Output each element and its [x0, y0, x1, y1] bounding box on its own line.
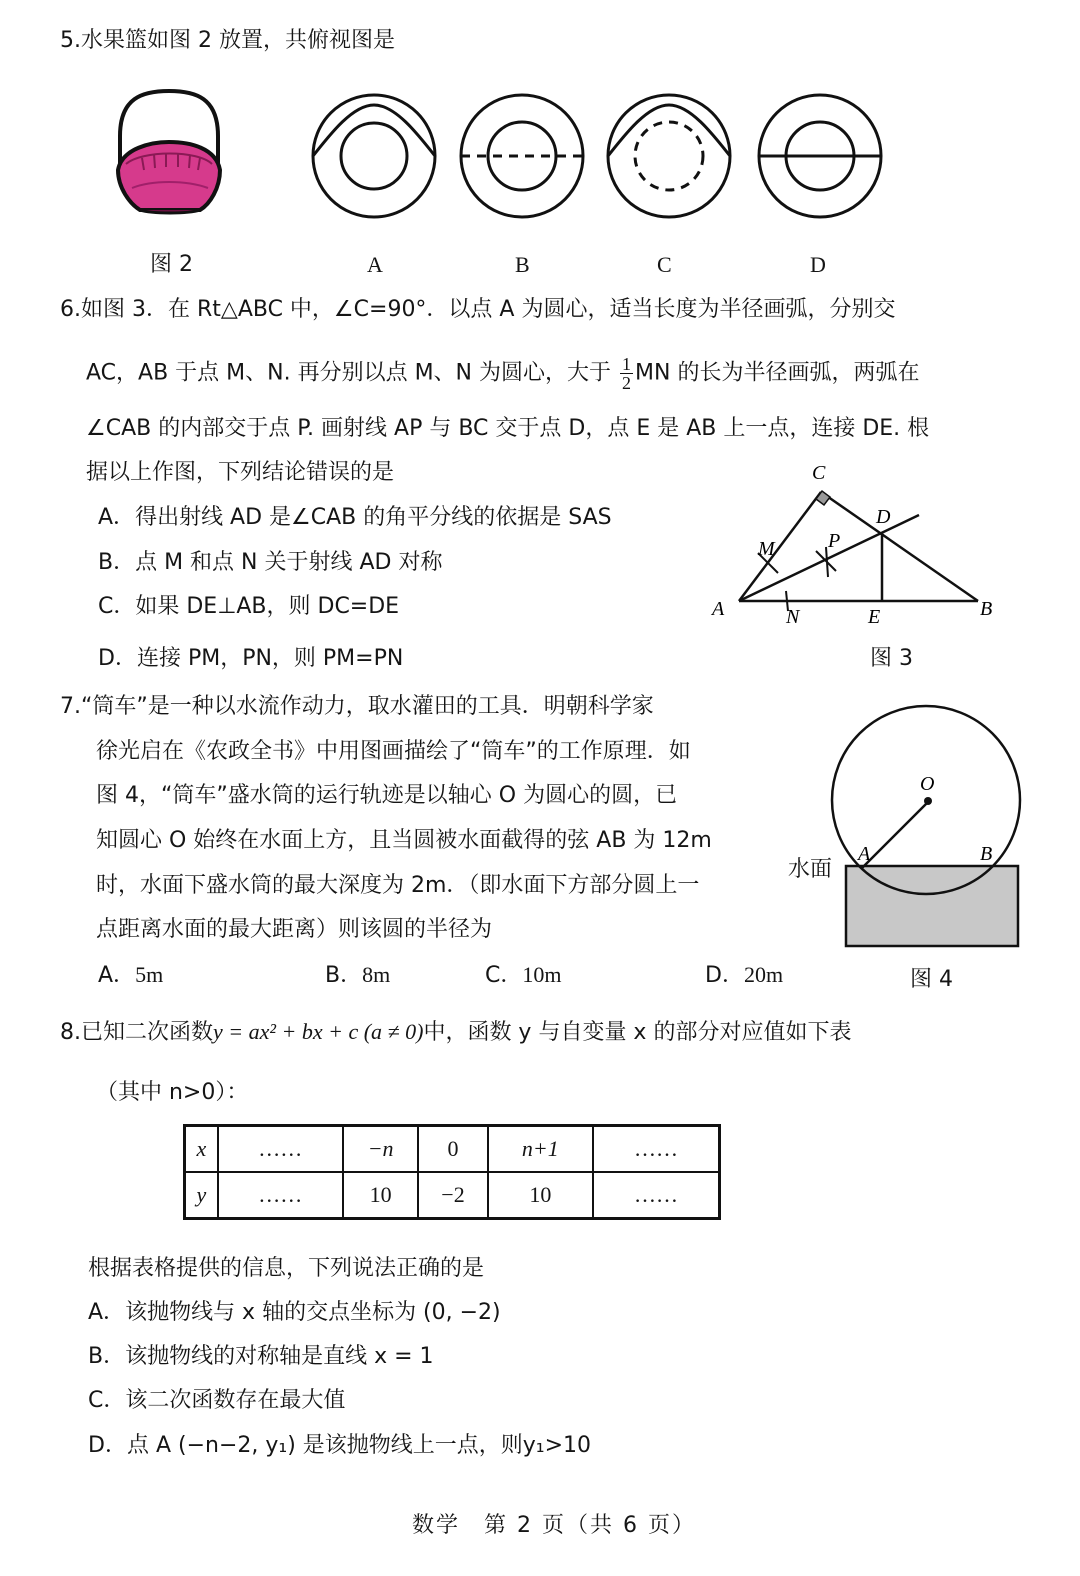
- figure-3-caption: 图 3: [870, 646, 913, 671]
- point-d-label: D: [876, 506, 891, 528]
- q6-option-c: C．如果 DE⊥AB，则 DC=DE: [98, 594, 400, 619]
- point-b-label: B: [980, 598, 993, 620]
- figure-2-caption: 图 2: [150, 252, 193, 277]
- point-c-label: C: [812, 462, 826, 484]
- page-footer: 数学 第 2 页（共 6 页）: [412, 1513, 696, 1538]
- point-m-label: M: [758, 538, 775, 560]
- q7-number: 7.: [60, 694, 81, 719]
- q6-line3: ∠CAB 的内部交于点 P. 画射线 AP 与 BC 交于点 D，点 E 是 AB 上一点，连接 DE. 根: [86, 416, 930, 441]
- q7-line3: 图 4，“筒车”盛水筒的运行轨迹是以轴心 O 为圆心的圆，已: [96, 783, 678, 808]
- basket-figure: [112, 88, 232, 218]
- figure-3-triangle: [700, 455, 1020, 675]
- q8-number: 8.: [60, 1020, 81, 1045]
- q8-option-b: B．该抛物线的对称轴是直线 x = 1: [88, 1344, 434, 1369]
- point-n-label: N: [786, 606, 800, 628]
- table-row-x: x …… −n 0 n+1 ……: [185, 1126, 720, 1173]
- point-o-label: O: [920, 773, 935, 795]
- figure-4-caption: 图 4: [910, 967, 953, 992]
- q7-line5: 时，水面下盛水筒的最大深度为 2m．（即水面下方部分圆上一: [96, 873, 700, 898]
- q8-prompt: 根据表格提供的信息，下列说法正确的是: [88, 1256, 485, 1281]
- quadratic-formula: y = ax² + bx + c (a ≠ 0): [213, 1019, 424, 1044]
- q7-option-b: B．8m: [325, 962, 391, 988]
- q5-option-b-label: B: [515, 252, 530, 277]
- point-a-label: A: [712, 598, 725, 620]
- q8-option-c: C．该二次函数存在最大值: [88, 1388, 346, 1413]
- q6-line4: 据以上作图，下列结论错误的是: [86, 460, 395, 485]
- q7-line6: 点距离水面的最大距离）则该圆的半径为: [96, 917, 493, 942]
- q5-option-c-figure: [606, 93, 732, 219]
- table-row-y: y …… 10 −2 10 ……: [185, 1172, 720, 1219]
- q7-line1: 7.“筒车”是一种以水流作动力，取水灌田的工具．明朝科学家: [60, 694, 654, 719]
- q5-option-d-figure: [757, 93, 883, 219]
- q5-number: 5.: [60, 28, 81, 53]
- point-p-label: P: [828, 530, 841, 552]
- q5-text: 水果篮如图 2 放置，共俯视图是: [81, 28, 395, 53]
- water-surface-label: 水面: [788, 857, 833, 882]
- q5-stem: [60, 26, 395, 56]
- q7-option-c: C．10m: [485, 962, 562, 988]
- q7-line2: 徐光启在《农政全书》中用图画描绘了“筒车”的工作原理．如: [96, 739, 691, 764]
- q5-option-d-label: D: [810, 252, 826, 277]
- point-a-label: A: [858, 843, 871, 865]
- q6-number: 6.: [60, 297, 81, 322]
- q6-line1: 6.如图 3．在 Rt△ABC 中，∠C=90°．以点 A 为圆心，适当长度为半径画弧，分别交: [60, 297, 896, 322]
- q5-option-c-label: C: [657, 252, 672, 277]
- q8-option-d: D．点 A (−n−2, y₁) 是该抛物线上一点，则y₁>10: [88, 1433, 592, 1458]
- fraction-one-half: $\frac{1}{2}$: [622, 354, 632, 393]
- q5-option-a-label: A: [367, 252, 383, 277]
- q8-condition: （其中 n>0）：: [96, 1080, 249, 1105]
- q6-option-d: D．连接 PM，PN，则 PM=PN: [98, 646, 404, 671]
- value-table: [183, 1124, 721, 1220]
- q6-option-a: A．得出射线 AD 是∠CAB 的角平分线的依据是 SAS: [98, 505, 612, 530]
- q6-line2: AC，AB 于点 M、N. 再分别以点 M、N 为圆心，大于 $\frac{1}{2}$ MN 的长为半径画弧，两弧在: [86, 354, 920, 393]
- q5-option-a-figure: [311, 93, 437, 219]
- q8-stem: 8.已知二次函数y = ax² + bx + c (a ≠ 0)中，函数 y 与自变量 x 的部分对应值如下表: [60, 1019, 852, 1045]
- q7-option-d: D．20m: [705, 962, 784, 988]
- point-e-label: E: [868, 606, 881, 628]
- q7-option-a: A．5m: [98, 962, 164, 988]
- q8-option-a: A．该抛物线与 x 轴的交点坐标为 (0, −2): [88, 1300, 501, 1325]
- q5-option-b-figure: [459, 93, 585, 219]
- q7-line4: 知圆心 O 始终在水面上方，且当圆被水面截得的弦 AB 为 12m: [96, 828, 712, 853]
- q6-option-b: B．点 M 和点 N 关于射线 AD 对称: [98, 550, 443, 575]
- figure-4-water-wheel: [780, 690, 1040, 950]
- point-b-label: B: [980, 843, 993, 865]
